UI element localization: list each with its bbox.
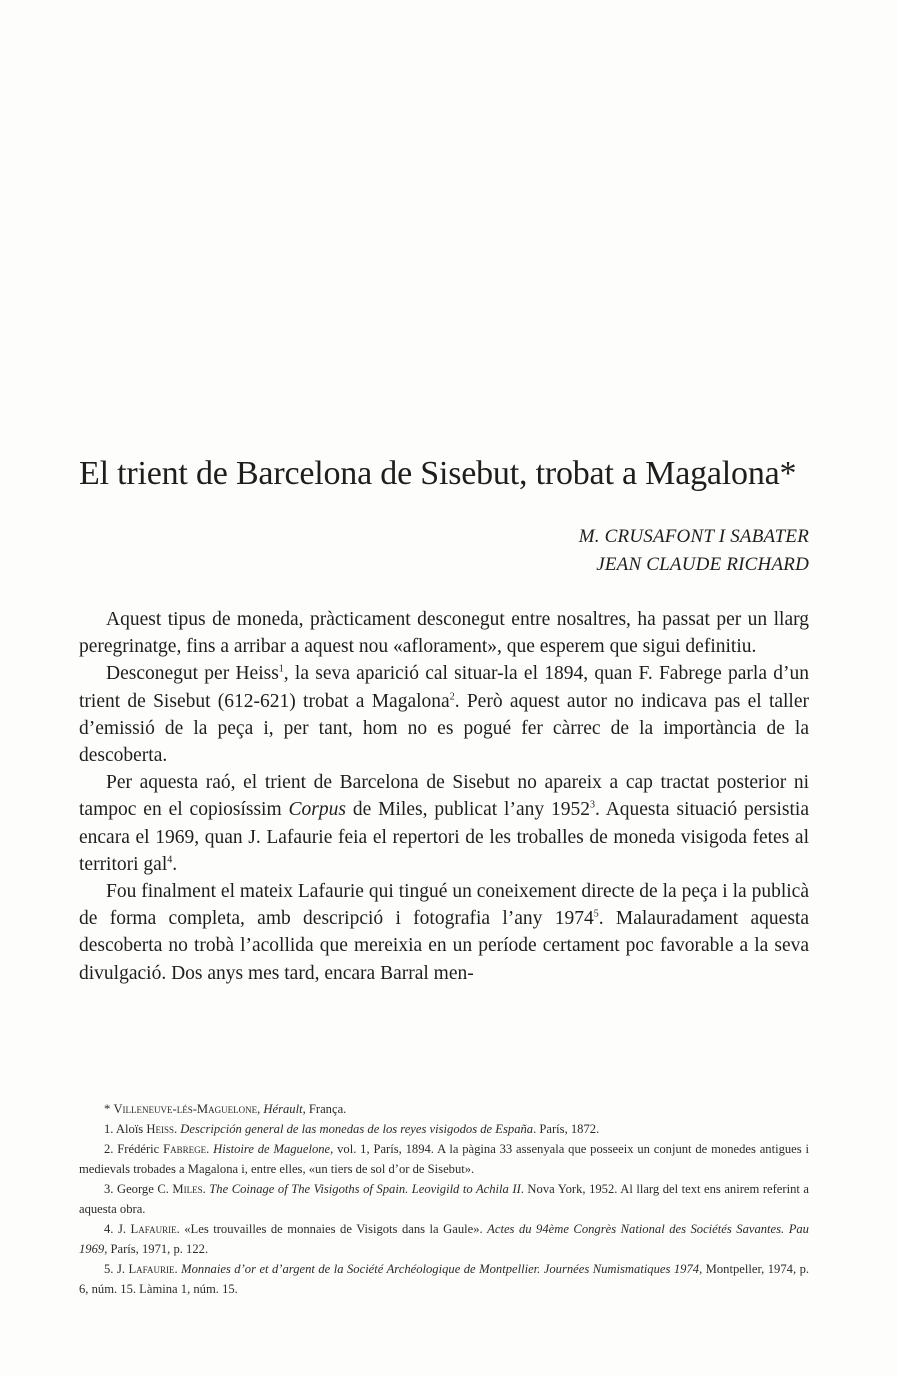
body-paragraph: Desconegut per Heiss$^1$, la seva aparició cal situar-la el 1894, quan F. Fabrege parla d’un trient de Sisebut (612-621) trobat a Magalona$^2$. Però aquest autor no indicava pas el taller d’emissió de la peça i, per tant, hom no es pogué fer càrrec de la importància de la descoberta. xyxy=(79,663,809,767)
article-body xyxy=(79,606,809,987)
author-block xyxy=(579,523,809,579)
footnote-ref[interactable]: 4 xyxy=(167,854,173,866)
body-paragraph: Aquest tipus de moneda, pràcticament desconegut entre nosaltres, ha passat per un llarg peregrinatge, fins a arribar a aquest nou «aflorament», que esperem que sigui definitiu. xyxy=(79,609,809,658)
footnote-ref[interactable]: 2 xyxy=(449,691,455,703)
footnotes xyxy=(79,1099,809,1299)
body-paragraph: Per aquesta raó, el trient de Barcelona de Sisebut no apareix a cap tractat posterior ni tampoc en el copiosíssim Corpus de Miles, publicat l’any 1952$^3$. Aquesta situació persistia encara el 1969, quan J. Lafaurie feia el repertori de les troballes de moneda visigoda fetes al territori gal$^4$. xyxy=(79,772,810,875)
footnote: * Villeneuve-lés-Maguelone, Hérault, França. xyxy=(104,1102,347,1116)
footnote-ref[interactable]: 1 xyxy=(278,663,284,675)
footnote: 1. Aloïs Heiss. Descripción general de las monedas de los reyes visigodos de España. París, 1872. xyxy=(104,1122,600,1136)
footnote: 3. George C. Miles. The Coinage of The Visigoths of Spain. Leovigild to Achila II. Nova York, 1952. Al llarg del text ens anirem referint a aquesta obra. xyxy=(79,1182,809,1216)
author-name: JEAN CLAUDE RICHARD xyxy=(596,554,809,575)
footnote-ref[interactable]: 5 xyxy=(593,908,599,920)
body-paragraph: Fou finalment el mateix Lafaurie qui tingué un coneixement directe de la peça i la publicà de forma completa, amb descripció i fotografia l’any 1974$^5$. Malauradament aquesta descoberta no trobà l’acollida que mereixia en un període certament poc favorable a la seva divulgació. Dos anys mes tard, encara Barral men- xyxy=(79,881,809,984)
author-name: M. CRUSAFONT I SABATER xyxy=(578,526,809,547)
footnote: 5. J. Lafaurie. Monnaies d’or et d’argent de la Société Archéologique de Montpellier. Journées Numismatiques 1974, Montpeller, 1974, p. 6, núm. 15. Làmina 1, núm. 15. xyxy=(79,1262,810,1296)
article-title: El trient de Barcelona de Sisebut, trobat a Magalona* xyxy=(79,455,797,492)
page xyxy=(79,0,809,1375)
footnote-ref[interactable]: 3 xyxy=(590,799,595,811)
footnote: 4. J. Lafaurie. «Les trouvailles de monnaies de Visigots dans la Gaule». Actes du 94ème Congrès National des Sociétés Savantes. Pau 1969, París, 1971, p. 122. xyxy=(79,1222,809,1256)
footnote: 2. Frédéric Fabrege. Histoire de Maguelone, vol. 1, París, 1894. A la pàgina 33 assenyala que posseeix un conjunt de monedes antigues i medievals trobades a Magalona i, entre elles, «un tiers de sol d’or de Sisebut». xyxy=(79,1142,809,1176)
